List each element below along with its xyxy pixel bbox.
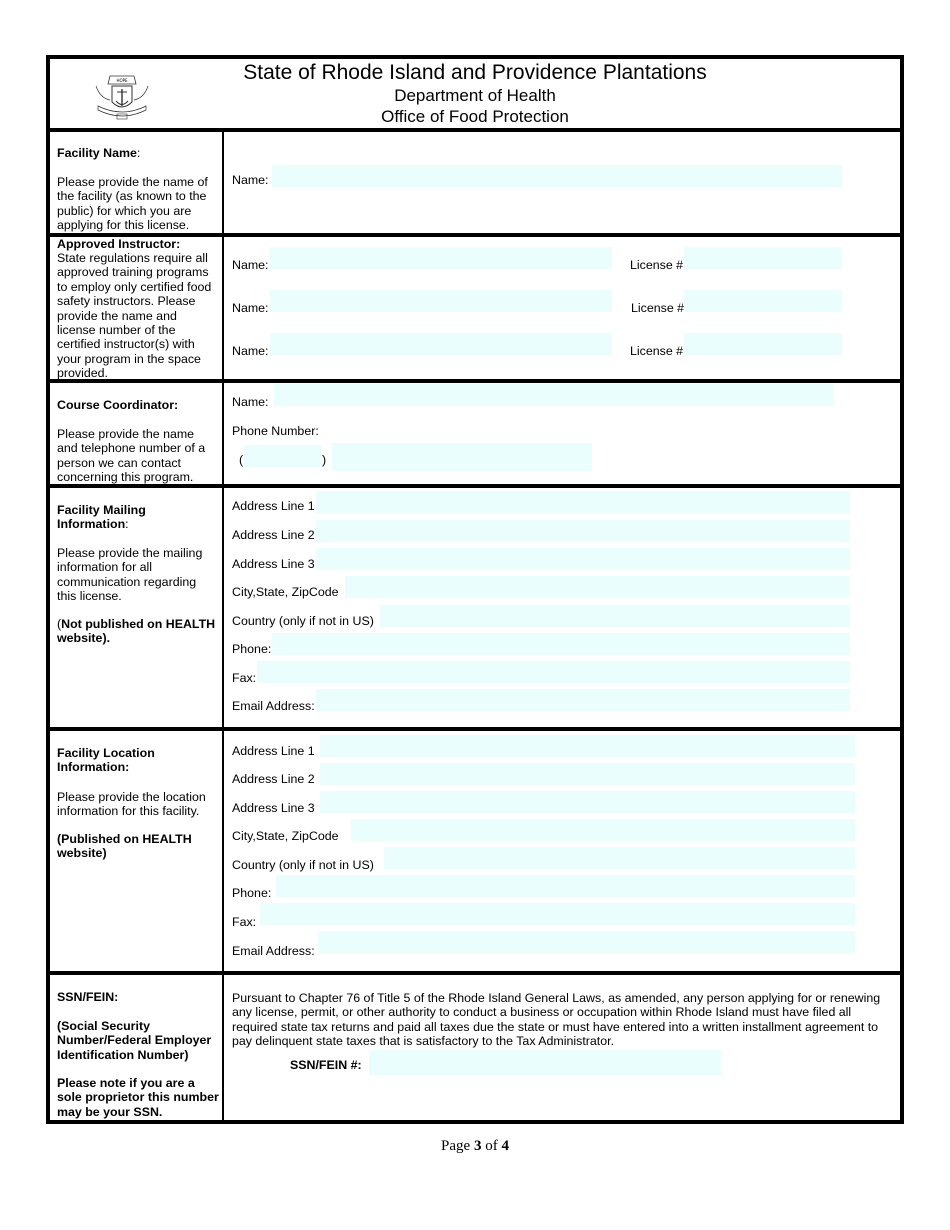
location-fax-input[interactable] [260, 903, 855, 925]
course-coordinator-description: Please provide the name and telephone number of a person we can contact concerning this program. [57, 427, 206, 485]
location-address-line-3-label: Address Line 3 [232, 801, 315, 815]
coordinator-name-input[interactable] [274, 384, 834, 406]
location-email-input[interactable] [318, 931, 855, 953]
mailing-fax-label: Fax: [232, 671, 257, 685]
ssn-heading: SSN/FEIN: [57, 990, 119, 1004]
location-email-label: Email Address: [232, 944, 315, 958]
facility-name-heading: Facility Name: [57, 146, 141, 160]
coordinator-name-label: Name: [232, 395, 269, 409]
location-country-input[interactable] [384, 847, 855, 869]
location-fax-label: Fax: [232, 915, 257, 929]
instructor-name-label: Name: [232, 301, 269, 315]
ssn-fein-input[interactable] [369, 1050, 721, 1075]
tax-compliance-statement: Pursuant to Chapter 76 of Title 5 of the Rhode Island General Laws, as amended, any person applying for or renewing any license, permit, or other authority to conduct a business or occupation within Rhode Island must have filed all required state tax returns and paid all taxes due the state or must have entered into a written installment agreement to pay delinquent state taxes that is satisfactory to the Tax Administrator. [232, 991, 881, 1049]
instructor-name-input[interactable] [270, 333, 612, 355]
instructor-name-label: Name: [232, 344, 269, 358]
mailing-heading: Facility Mailing Information: [57, 503, 146, 532]
location-heading: Facility Location Information: [57, 746, 155, 775]
mailing-address-line-1-input[interactable] [316, 491, 850, 513]
mailing-fax-input[interactable] [257, 661, 850, 683]
instructor-name-input[interactable] [270, 290, 612, 312]
location-address-line-1-label: Address Line 1 [232, 744, 315, 758]
svg-text:HOPE: HOPE [116, 78, 128, 83]
column-divider [222, 130, 224, 1122]
mailing-address-line-2-label: Address Line 2 [232, 528, 315, 542]
location-description: Please provide the location information for this facility. [57, 790, 206, 819]
department-name: Department of Health [394, 86, 556, 105]
mailing-phone-label: Phone: [232, 642, 272, 656]
facility-name-input[interactable] [272, 165, 842, 187]
mailing-country-input[interactable] [380, 605, 850, 627]
location-address-line-2-label: Address Line 2 [232, 772, 315, 786]
divider [46, 727, 904, 731]
coordinator-phone-input[interactable] [332, 443, 592, 471]
mailing-phone-input[interactable] [272, 633, 850, 655]
facility-name-description: Please provide the name of the facility (as known to the public) for which you are applying for this license. [57, 175, 208, 233]
instructor-license-input[interactable] [684, 247, 842, 269]
divider [46, 971, 904, 975]
location-city-state-zip-input[interactable] [351, 819, 855, 841]
location-address-line-3-input[interactable] [320, 791, 855, 813]
divider [46, 128, 904, 132]
area-code-open-paren: ( [239, 453, 244, 467]
instructor-name-input[interactable] [270, 247, 612, 269]
office-name: Office of Food Protection [381, 107, 569, 126]
coordinator-area-code-input[interactable] [244, 445, 322, 467]
facility-name-label: Name: [232, 173, 269, 187]
approved-instructor-description: State regulations require all approved training programs to employ only certified food safety instructors. Please provide the name and license number of the certified instructor(s) with your program in the space provided. [57, 251, 212, 381]
location-address-line-1-input[interactable] [320, 735, 855, 757]
area-code-close-paren: ) [322, 453, 327, 467]
location-address-line-2-input[interactable] [320, 763, 855, 785]
ssn-fein-label: SSN/FEIN #: [290, 1058, 362, 1072]
location-city-state-zip-label: City,State, ZipCode [232, 829, 339, 843]
coordinator-phone-label: Phone Number: [232, 424, 319, 438]
ssn-subheading: (Social Security Number/Federal Employer Identification Number) [57, 1019, 212, 1062]
mailing-email-label: Email Address: [232, 699, 315, 713]
location-country-label: Country (only if not in US) [232, 858, 374, 872]
instructor-license-input[interactable] [684, 290, 842, 312]
mailing-email-input[interactable] [316, 689, 850, 711]
approved-instructor-heading: Approved Instructor: [57, 237, 181, 251]
mailing-description: Please provide the mailing information for all communication regarding this license. [57, 546, 203, 604]
instructor-name-label: Name: [232, 258, 269, 272]
mailing-note: (Not published on HEALTH website). [57, 617, 216, 646]
location-phone-input[interactable] [276, 875, 855, 897]
page-title: State of Rhode Island and Providence Plantations [243, 61, 707, 84]
mailing-city-state-zip-input[interactable] [345, 576, 850, 598]
mailing-address-line-3-label: Address Line 3 [232, 557, 315, 571]
location-note: (Published on HEALTH website) [57, 832, 192, 861]
mailing-country-label: Country (only if not in US) [232, 614, 374, 628]
page-number: Page 3 of 4 [441, 1138, 509, 1154]
instructor-license-label: License # [631, 301, 685, 315]
instructor-license-label: License # [630, 344, 684, 358]
mailing-address-line-1-label: Address Line 1 [232, 499, 315, 513]
mailing-address-line-3-input[interactable] [316, 548, 850, 570]
mailing-address-line-2-input[interactable] [316, 520, 850, 542]
location-phone-label: Phone: [232, 886, 272, 900]
mailing-city-state-zip-label: City,State, ZipCode [232, 585, 339, 599]
instructor-license-input[interactable] [684, 333, 842, 355]
ssn-note: Please note if you are a sole proprietor this number may be your SSN. [57, 1076, 219, 1119]
course-coordinator-heading: Course Coordinator: [57, 398, 179, 412]
instructor-license-label: License # [630, 258, 684, 272]
